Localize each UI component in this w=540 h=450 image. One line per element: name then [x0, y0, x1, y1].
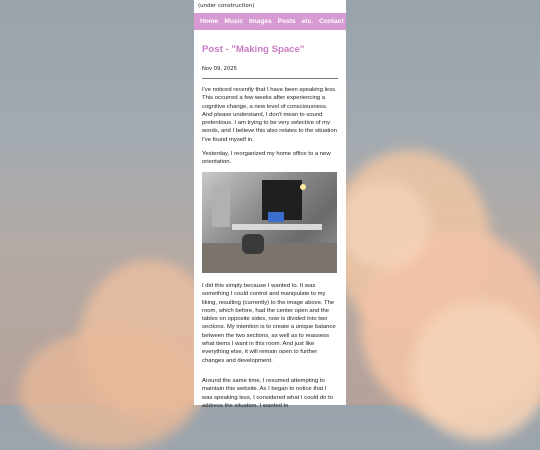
nav-contact[interactable]: Contact	[319, 18, 344, 25]
post-paragraph: Around the same time, I resumed attempting to maintain this website. As I began to notice that I was speaking less, I considered what I could do to address the situation. I wanted to	[202, 378, 333, 409]
post-paragraph: I've noticed recently that I have been speaking less. This occurred a few weeks after experiencing a cognitive change, a new level of consciousness. And please understand, I don't mean to sound pretentious. I am trying to be very selective of my words, and I believe this also relates to the situation I've found myself in.	[202, 87, 337, 143]
photo-monitor	[268, 212, 284, 222]
cloud	[20, 330, 200, 450]
office-photo	[202, 172, 337, 273]
post-title: Post - "Making Space"	[202, 44, 305, 55]
photo-lamp	[300, 184, 306, 190]
post-paragraph: Yesterday, I reorganized my home office to a new orientation.	[202, 151, 331, 166]
cloud	[340, 180, 430, 270]
divider	[202, 78, 338, 79]
post-date: Nov 09, 2025	[202, 66, 237, 72]
photo-chair	[242, 234, 264, 254]
nav-home[interactable]: Home	[200, 18, 219, 25]
cloud	[410, 300, 540, 440]
nav-etc[interactable]: etc.	[301, 18, 314, 25]
nav-music[interactable]: Music	[224, 18, 244, 25]
post-paragraph: I did this simply because I wanted to. It was something I could control and manipulate to my liking, resulting (currently) to the image above. The room, which before, had the center open and the tables on opposite sides, now is divided into two sections. My intention is to create a unique balance between the two sections, as well as to reassess what items I want in this room. And just like everything else, it will remain open to further changes and development.	[202, 283, 336, 364]
nav-images[interactable]: Images	[249, 18, 272, 25]
construction-notice: (under construction)	[198, 3, 255, 9]
top-nav	[194, 13, 346, 30]
photo-shelf	[212, 187, 230, 227]
photo-floor	[202, 243, 337, 273]
nav-posts[interactable]: Posts	[277, 18, 296, 25]
photo-desk	[232, 224, 322, 230]
content-column	[194, 0, 346, 409]
